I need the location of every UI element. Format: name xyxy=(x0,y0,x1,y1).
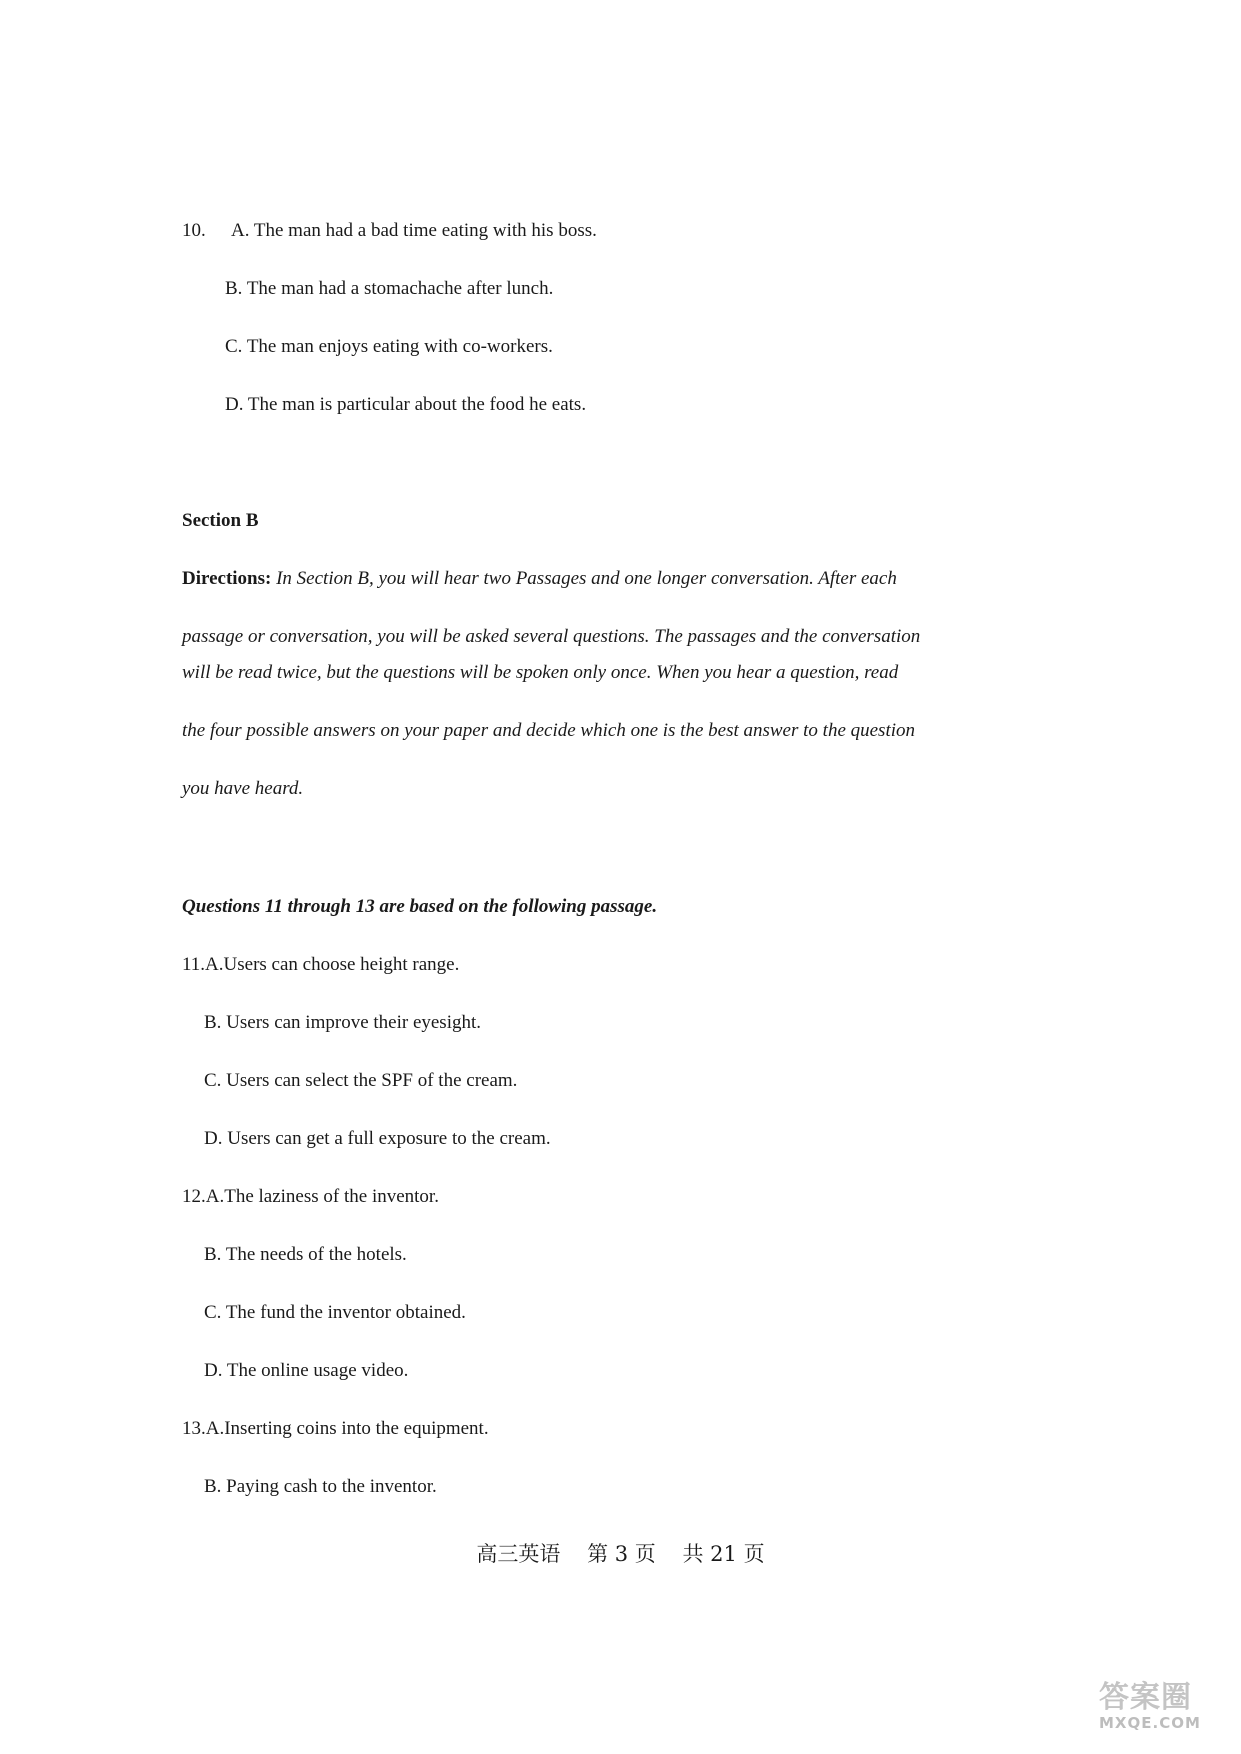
directions-label: Directions: xyxy=(182,568,272,589)
footer-page: 第 3 页 xyxy=(587,1542,656,1566)
q12-option-b: B. The needs of the hotels. xyxy=(204,1244,407,1265)
passage-intro: Questions 11 through 13 are based on the following passage. xyxy=(182,896,658,917)
q10-option-d: D. The man is particular about the food he eats. xyxy=(225,394,587,415)
directions-line-2: passage or conversation, you will be asked several questions. The passages and the conversation xyxy=(182,626,921,647)
q10-option-a: A. The man had a bad time eating with his boss. xyxy=(231,220,597,241)
q13-option-b: B. Paying cash to the inventor. xyxy=(204,1476,437,1497)
watermark-logo: 答案圈 xyxy=(1099,1680,1192,1715)
directions-line-5: you have heard. xyxy=(182,778,304,799)
section-title: Section B xyxy=(182,510,259,531)
directions-line-3: will be read twice, but the questions will be spoken only once. When you hear a question, read xyxy=(182,662,899,683)
q12-option-c: C. The fund the inventor obtained. xyxy=(204,1302,466,1323)
page-footer xyxy=(0,1538,1241,1568)
q10-option-b: B. The man had a stomachache after lunch. xyxy=(225,278,554,299)
q13-option-a: 13.A.Inserting coins into the equipment. xyxy=(182,1418,489,1439)
directions-line-1 xyxy=(182,567,897,591)
directions-line-4: the four possible answers on your paper and decide which one is the best answer to the question xyxy=(182,720,916,741)
directions-text: In Section B, you will hear two Passages and one longer conversation. After each xyxy=(276,568,897,589)
q11-option-a: 11.A.Users can choose height range. xyxy=(182,954,460,975)
watermark xyxy=(1099,1672,1219,1742)
q11-option-c: C. Users can select the SPF of the cream. xyxy=(204,1070,518,1091)
q12-option-d: D. The online usage video. xyxy=(204,1360,409,1381)
q11-option-d: D. Users can get a full exposure to the cream. xyxy=(204,1128,551,1149)
q12-option-a: 12.A.The laziness of the inventor. xyxy=(182,1186,439,1207)
footer-subject: 高三英语 xyxy=(476,1542,561,1566)
footer-total: 共 21 页 xyxy=(682,1542,765,1566)
q10-option-c: C. The man enjoys eating with co-workers. xyxy=(225,336,553,357)
watermark-site: MXQE.COM xyxy=(1099,1714,1201,1732)
question-number: 10. xyxy=(182,220,206,241)
q11-option-b: B. Users can improve their eyesight. xyxy=(204,1012,482,1033)
